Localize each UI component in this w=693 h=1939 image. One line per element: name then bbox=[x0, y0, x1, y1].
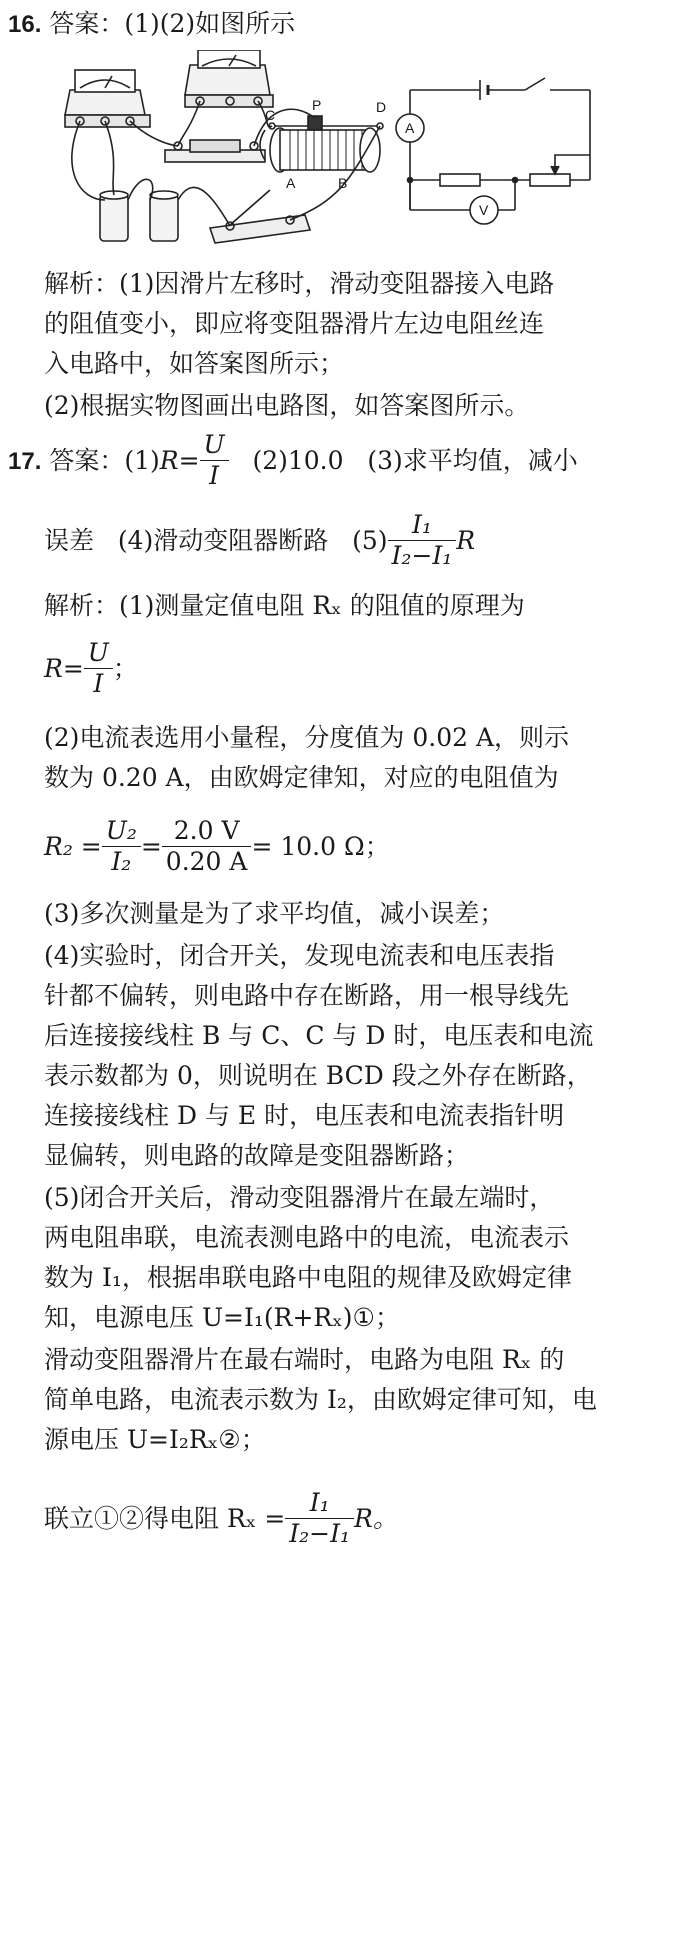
q17-p5-line-2: 两电阻串联，电流表测电路中的电流，电流表示 bbox=[44, 1223, 570, 1252]
q17-number: 17. bbox=[8, 448, 42, 475]
frac-denominator: I₂ bbox=[111, 847, 132, 876]
q17-p2-formula bbox=[44, 818, 693, 879]
q16-analysis-line-2: 的阻值变小，即应将变阻器滑片左边电阻丝连 bbox=[44, 309, 545, 338]
q17-answer-line-1 bbox=[8, 432, 693, 493]
final-tail: R。 bbox=[354, 1504, 398, 1533]
q17-fraction-5 bbox=[388, 510, 457, 571]
final-fraction bbox=[285, 1488, 354, 1549]
q17-final-formula bbox=[44, 1490, 693, 1551]
q17-p3: (3)多次测量是为了求平均值，减小误差； bbox=[44, 899, 505, 928]
schematic-diagram bbox=[396, 78, 590, 224]
q16-answer-head: 答案：(1)(2)如图所示 bbox=[49, 9, 296, 38]
q17-p2-line-1: (2)电流表选用小量程，分度值为 0.02 A，则示 bbox=[44, 723, 570, 752]
formula-r: R= bbox=[44, 654, 84, 683]
q17-formula-r: R= bbox=[159, 446, 200, 475]
q17-p6-line-1: 滑动变阻器滑片在最右端时，电路为电阻 Rₓ 的 bbox=[44, 1345, 565, 1374]
q17-p4-line-1: (4)实验时，闭合开关，发现电流表和电压表指 bbox=[44, 941, 555, 970]
final-head: 联立①②得电阻 Rₓ = bbox=[44, 1504, 286, 1533]
q17-frac5-tail: R bbox=[456, 526, 476, 555]
label-c: C bbox=[265, 107, 276, 123]
voltmeter-instrument bbox=[185, 50, 273, 107]
q16-answer-line bbox=[8, 8, 693, 41]
q17-analysis-formula-1 bbox=[44, 640, 693, 701]
frac-numerator: U bbox=[200, 430, 229, 461]
frac-numerator: I₁ bbox=[285, 1488, 354, 1519]
q17-p5-line-1: (5)闭合开关后，滑动变阻器滑片在最左端时， bbox=[44, 1183, 555, 1212]
label-p: P bbox=[312, 97, 322, 113]
label-a: A bbox=[286, 175, 296, 191]
rheostat bbox=[260, 116, 383, 172]
q17-analysis-line-1: 解析：(1)测量定值电阻 Rₓ 的阻值的原理为 bbox=[44, 591, 525, 620]
q17-p5-line-3: 数为 I₁，根据串联电路中电阻的规律及欧姆定律 bbox=[44, 1263, 572, 1292]
formula-result: = 10.0 Ω； bbox=[251, 832, 390, 861]
q17-fraction-u-over-i bbox=[200, 430, 229, 491]
frac-denominator: I bbox=[93, 669, 104, 698]
schematic-voltmeter-label: V bbox=[479, 202, 489, 218]
battery-cells bbox=[100, 191, 178, 241]
frac-numerator: 2.0 V bbox=[162, 816, 252, 847]
q16-circuit-figure bbox=[50, 50, 650, 250]
frac-numerator: U bbox=[84, 638, 113, 669]
q17-p5-line-4: 知，电源电压 U=I₁(R+Rₓ)①； bbox=[44, 1303, 400, 1332]
ammeter-instrument bbox=[65, 70, 150, 127]
q17-p4-line-5: 连接接线柱 D 与 E 时，电压表和电流表指针明 bbox=[44, 1101, 565, 1130]
q17-answer-part-4: (4)滑动变阻器断路 bbox=[117, 526, 329, 555]
q17-answer-head: 答案：(1) bbox=[49, 446, 160, 475]
q17-p4-line-2: 针都不偏转，则电路中存在断路，用一根导线先 bbox=[44, 981, 570, 1010]
q17-p2-line-2: 数为 0.20 A，由欧姆定律知，对应的电阻值为 bbox=[44, 763, 559, 792]
q16-analysis-line-1: 解析：(1)因滑片左移时，滑动变阻器接入电路 bbox=[44, 269, 555, 298]
fixed-resistor bbox=[165, 140, 265, 162]
label-b: B bbox=[338, 175, 348, 191]
frac-denominator: I bbox=[209, 461, 220, 490]
q17-answer-part-2: (2)10.0 bbox=[252, 446, 344, 475]
formula-r2: R₂ = bbox=[44, 832, 102, 861]
q17-p6-line-2: 简单电路，电流表示数为 I₂，由欧姆定律可知，电 bbox=[44, 1385, 597, 1414]
q17-answer-line-2 bbox=[44, 512, 693, 573]
frac-denominator: I₂−I₁ bbox=[289, 1519, 351, 1548]
q17-p4-line-3: 后连接接线柱 B 与 C、C 与 D 时，电压表和电流 bbox=[44, 1021, 594, 1050]
q17-p4-line-4: 表示数都为 0，则说明在 BCD 段之外存在断路， bbox=[44, 1061, 592, 1090]
equals-sign: = bbox=[140, 832, 162, 861]
fraction-u2-over-i2 bbox=[102, 816, 141, 877]
frac-denominator: I₂−I₁ bbox=[391, 541, 453, 570]
frac-denominator: 0.20 A bbox=[165, 847, 248, 876]
q16-analysis-line-3: 入电路中，如答案图所示； bbox=[44, 349, 345, 378]
q17-p4-line-6: 显偏转，则电路的故障是变阻器断路； bbox=[44, 1141, 470, 1170]
frac-numerator: U₂ bbox=[102, 816, 141, 847]
formula-tail: ； bbox=[112, 654, 138, 683]
fraction-u-over-i bbox=[84, 638, 113, 699]
q16-number: 16. bbox=[8, 11, 42, 38]
frac-numerator: I₁ bbox=[388, 510, 457, 541]
q17-answer-part-5: (5) bbox=[352, 526, 388, 555]
fraction-values bbox=[162, 816, 252, 877]
q17-p6-line-3: 源电压 U=I₂Rₓ②； bbox=[44, 1425, 266, 1454]
schematic-ammeter-label: A bbox=[405, 120, 415, 136]
q16-analysis-line-4: (2)根据实物图画出电路图，如答案图所示。 bbox=[44, 391, 530, 420]
q17-line2-start: 误差 bbox=[44, 526, 95, 555]
label-d: D bbox=[376, 99, 387, 115]
q17-answer-part-3: (3)求平均值，减小 bbox=[367, 446, 578, 475]
